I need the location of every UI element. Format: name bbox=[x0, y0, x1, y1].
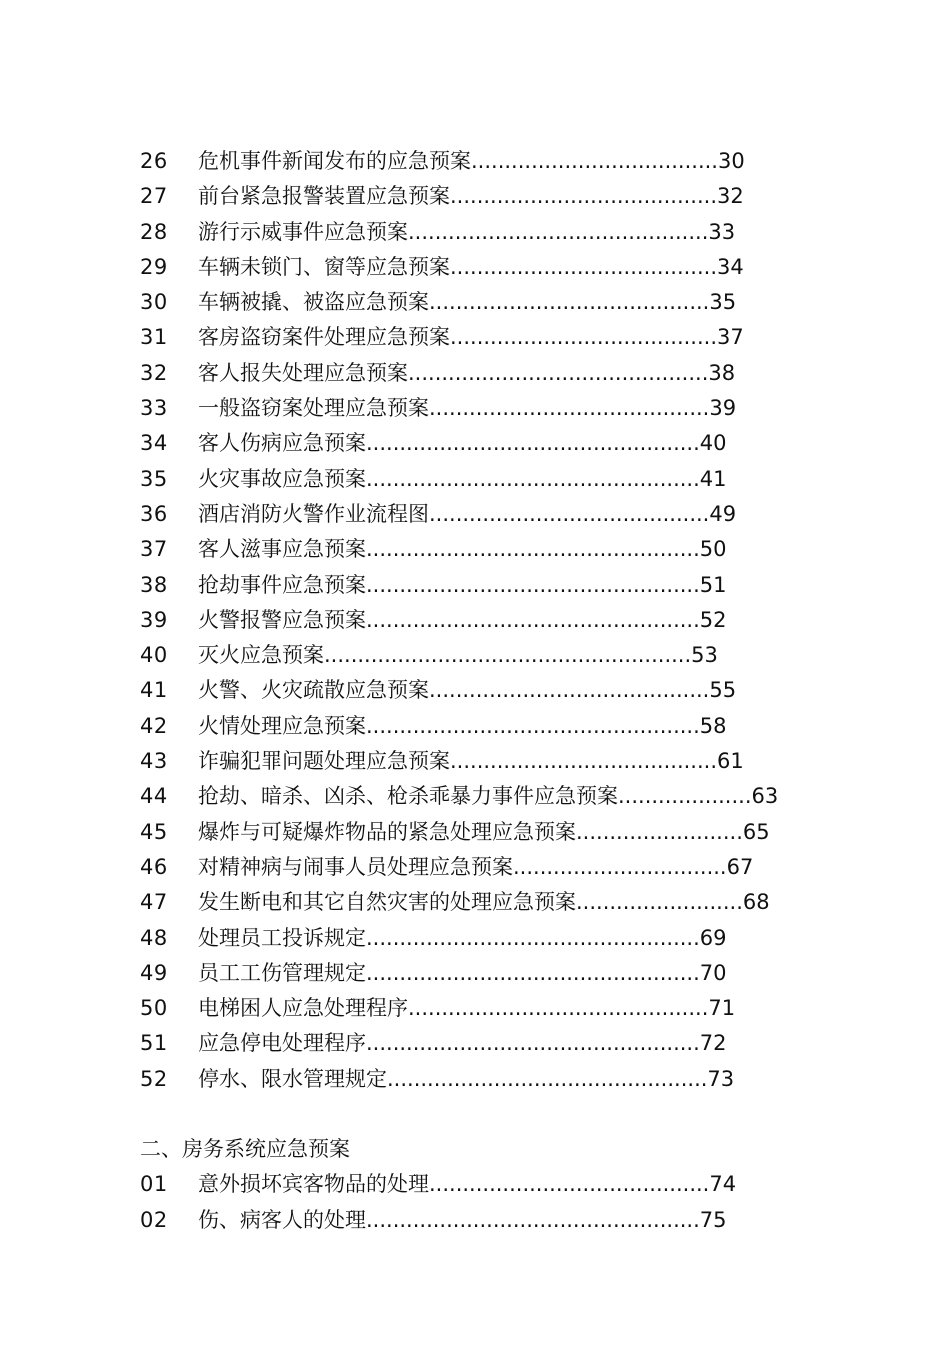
toc-leader-dots: ......................... bbox=[576, 819, 743, 844]
toc-entry-page-number: 51 bbox=[699, 572, 727, 597]
toc-entry[interactable] bbox=[140, 885, 840, 920]
toc-entry-number: 28 bbox=[140, 219, 168, 244]
toc-leader-dots: .......................................... bbox=[429, 501, 710, 526]
toc-entry[interactable] bbox=[140, 426, 840, 461]
toc-leader-dots: .................... bbox=[618, 784, 752, 809]
toc-entry-number: 46 bbox=[140, 854, 168, 879]
toc-entry-title: 游行示威事件应急预案 bbox=[198, 219, 408, 244]
toc-entry-number: 43 bbox=[140, 749, 168, 774]
toc-entry-page-number: 34 bbox=[717, 254, 744, 279]
toc-leader-dots: .......................................... bbox=[429, 396, 710, 421]
toc-entry-number: 01 bbox=[140, 1172, 168, 1197]
toc-entry[interactable] bbox=[140, 709, 840, 744]
toc-entry[interactable] bbox=[140, 1167, 840, 1202]
toc-entry-page-number: 67 bbox=[726, 854, 754, 879]
toc-leader-dots: ....................................................... bbox=[324, 643, 692, 668]
toc-entry-number: 35 bbox=[140, 466, 168, 491]
toc-entry-page-number: 75 bbox=[699, 1207, 727, 1232]
toc-leader-dots: ........................................ bbox=[450, 254, 718, 279]
toc-entry[interactable] bbox=[140, 815, 840, 850]
toc-leader-dots: .......................................... bbox=[429, 1172, 710, 1197]
toc-entry-number: 40 bbox=[140, 643, 168, 668]
toc-leader-dots: ........................................ bbox=[450, 749, 718, 774]
toc-entry-title: 火灾事故应急预案 bbox=[198, 466, 366, 491]
toc-entry-page-number: 74 bbox=[709, 1172, 737, 1197]
toc-entry[interactable] bbox=[140, 179, 840, 214]
toc-entry-page-number: 63 bbox=[751, 784, 779, 809]
toc-entry[interactable] bbox=[140, 1062, 840, 1097]
toc-entry[interactable] bbox=[140, 744, 840, 779]
toc-entry-number: 30 bbox=[140, 290, 168, 315]
toc-leader-dots: .................................................. bbox=[366, 1031, 700, 1056]
toc-entry-number: 38 bbox=[140, 572, 168, 597]
toc-entry-page-number: 71 bbox=[708, 996, 736, 1021]
toc-entry-number: 36 bbox=[140, 501, 168, 526]
toc-entry-number: 29 bbox=[140, 254, 168, 279]
toc-entry-number: 37 bbox=[140, 537, 168, 562]
toc-entry[interactable] bbox=[140, 638, 840, 673]
toc-entry[interactable] bbox=[140, 250, 840, 285]
toc-entry-page-number: 58 bbox=[699, 713, 727, 738]
toc-entry-number: 41 bbox=[140, 678, 168, 703]
toc-entry-page-number: 30 bbox=[718, 149, 745, 173]
toc-entry-title: 客人滋事应急预案 bbox=[198, 537, 366, 562]
toc-entry-title: 客人伤病应急预案 bbox=[198, 431, 366, 456]
toc-leader-dots: .................................................. bbox=[366, 537, 700, 562]
toc-entry[interactable] bbox=[140, 391, 840, 426]
toc-entry-title: 客人报失处理应急预案 bbox=[198, 360, 408, 385]
toc-entry-number: 50 bbox=[140, 996, 168, 1021]
toc-entry-number: 32 bbox=[140, 360, 168, 385]
toc-entry-number: 33 bbox=[140, 396, 168, 421]
toc-entry-page-number: 40 bbox=[699, 431, 727, 456]
toc-leader-dots: ........................................ bbox=[450, 325, 718, 350]
toc-leader-dots: .................................................. bbox=[366, 960, 700, 985]
toc-entry-number: 34 bbox=[140, 431, 168, 456]
toc-entry-title: 一般盗窃案处理应急预案 bbox=[198, 396, 429, 421]
toc-leader-dots: .................................................. bbox=[366, 1207, 700, 1232]
toc-entry-page-number: 73 bbox=[707, 1066, 735, 1091]
toc-entry-title: 抢劫事件应急预案 bbox=[198, 572, 366, 597]
toc-entry-number: 44 bbox=[140, 784, 168, 809]
toc-leader-dots: ............................................. bbox=[408, 360, 709, 385]
toc-entry-number: 31 bbox=[140, 325, 168, 350]
toc-entry-title: 车辆未锁门、窗等应急预案 bbox=[198, 254, 450, 279]
toc-leader-dots: .................................................. bbox=[366, 925, 700, 950]
toc-entry[interactable] bbox=[140, 497, 840, 532]
toc-section-housekeeping bbox=[140, 1167, 840, 1238]
toc-leader-dots: ............................................. bbox=[408, 219, 709, 244]
toc-leader-dots: ..................................... bbox=[471, 149, 718, 173]
toc-entry-page-number: 70 bbox=[699, 960, 727, 985]
toc-entry-title: 抢劫、暗杀、凶杀、枪杀乖暴力事件应急预案 bbox=[198, 784, 618, 809]
section-heading: 二、房务系统应急预案 bbox=[140, 1137, 350, 1162]
toc-entry-page-number: 53 bbox=[691, 643, 718, 668]
toc-entry-title: 火警、火灾疏散应急预案 bbox=[198, 678, 429, 703]
toc-entry[interactable] bbox=[140, 144, 840, 179]
toc-entry-page-number: 39 bbox=[709, 396, 737, 421]
toc-leader-dots: ................................ bbox=[513, 854, 727, 879]
toc-entry-title: 诈骗犯罪问题处理应急预案 bbox=[198, 749, 450, 774]
toc-leader-dots: .................................................. bbox=[366, 466, 700, 491]
toc-entry-page-number: 41 bbox=[699, 466, 727, 491]
toc-leader-dots: .................................................. bbox=[366, 607, 700, 632]
toc-entry-number: 49 bbox=[140, 960, 168, 985]
toc-entry-page-number: 38 bbox=[708, 360, 736, 385]
toc-entry[interactable] bbox=[140, 320, 840, 355]
toc-entry-page-number: 52 bbox=[699, 607, 727, 632]
toc-entry-title: 火警报警应急预案 bbox=[198, 607, 366, 632]
toc-entry-number: 45 bbox=[140, 819, 168, 844]
toc-entry-title: 客房盗窃案件处理应急预案 bbox=[198, 325, 450, 350]
toc-entry-title: 处理员工投诉规定 bbox=[198, 925, 366, 950]
toc-leader-dots: .......................................... bbox=[429, 290, 710, 315]
toc-entry-number: 26 bbox=[140, 149, 168, 173]
toc-entry-page-number: 33 bbox=[708, 219, 736, 244]
toc-entry[interactable] bbox=[140, 356, 840, 391]
toc-entry-number: 02 bbox=[140, 1207, 168, 1232]
toc-entry-page-number: 68 bbox=[742, 890, 770, 915]
toc-leader-dots: .................................................. bbox=[366, 713, 700, 738]
toc-entry[interactable] bbox=[140, 779, 840, 814]
toc-entry-title: 发生断电和其它自然灾害的处理应急预案 bbox=[198, 890, 576, 915]
toc-entry[interactable] bbox=[140, 285, 840, 320]
toc-entry-title: 意外损坏宾客物品的处理 bbox=[198, 1172, 429, 1197]
toc-entry[interactable] bbox=[140, 991, 840, 1026]
toc-entry-title: 酒店消防火警作业流程图 bbox=[198, 501, 429, 526]
toc-entry-title: 电梯困人应急处理程序 bbox=[198, 996, 408, 1021]
toc-leader-dots: ........................................ bbox=[450, 184, 718, 209]
table-of-contents bbox=[140, 144, 840, 1238]
toc-entry[interactable] bbox=[140, 215, 840, 250]
section-gap bbox=[140, 1097, 840, 1132]
toc-entry-page-number: 65 bbox=[742, 819, 770, 844]
toc-entry-page-number: 61 bbox=[717, 749, 744, 774]
toc-entry-title: 伤、病客人的处理 bbox=[198, 1207, 366, 1232]
toc-entry-title: 灭火应急预案 bbox=[198, 643, 324, 668]
toc-entry-page-number: 37 bbox=[717, 325, 744, 350]
toc-entry-title: 员工工伤管理规定 bbox=[198, 960, 366, 985]
toc-entry-number: 42 bbox=[140, 713, 168, 738]
toc-entry-page-number: 72 bbox=[699, 1031, 727, 1056]
toc-entry-number: 48 bbox=[140, 925, 168, 950]
toc-leader-dots: ................................................ bbox=[387, 1066, 708, 1091]
toc-entry-page-number: 49 bbox=[709, 501, 737, 526]
toc-entry-title: 车辆被撬、被盗应急预案 bbox=[198, 290, 429, 315]
toc-entry[interactable] bbox=[140, 1026, 840, 1061]
toc-leader-dots: .................................................. bbox=[366, 431, 700, 456]
toc-entry-number: 27 bbox=[140, 184, 168, 209]
toc-entry-title: 应急停电处理程序 bbox=[198, 1031, 366, 1056]
toc-entry-page-number: 50 bbox=[699, 537, 727, 562]
toc-entry-title: 爆炸与可疑爆炸物品的紧急处理应急预案 bbox=[198, 819, 576, 844]
toc-entry-title: 前台紧急报警装置应急预案 bbox=[198, 184, 450, 209]
toc-entry[interactable] bbox=[140, 462, 840, 497]
toc-entry-title: 停水、限水管理规定 bbox=[198, 1066, 387, 1091]
toc-entry[interactable] bbox=[140, 1203, 840, 1238]
toc-leader-dots: .................................................. bbox=[366, 572, 700, 597]
toc-entry-number: 52 bbox=[140, 1066, 168, 1091]
toc-entry-number: 51 bbox=[140, 1031, 168, 1056]
toc-entry-title: 火情处理应急预案 bbox=[198, 713, 366, 738]
toc-leader-dots: ......................... bbox=[576, 890, 743, 915]
toc-entry-page-number: 32 bbox=[717, 184, 744, 209]
toc-entry-title: 危机事件新闻发布的应急预案 bbox=[198, 149, 471, 173]
toc-entry-page-number: 69 bbox=[699, 925, 727, 950]
toc-entry-page-number: 35 bbox=[709, 290, 737, 315]
toc-entry-title: 对精神病与闹事人员处理应急预案 bbox=[198, 854, 513, 879]
toc-entry-page-number: 55 bbox=[709, 678, 737, 703]
toc-entry[interactable] bbox=[140, 673, 840, 708]
toc-leader-dots: .......................................... bbox=[429, 678, 710, 703]
toc-leader-dots: ............................................. bbox=[408, 996, 709, 1021]
toc-entry-number: 39 bbox=[140, 607, 168, 632]
toc-entry[interactable] bbox=[140, 603, 840, 638]
toc-entry-number: 47 bbox=[140, 890, 168, 915]
toc-entry[interactable] bbox=[140, 532, 840, 567]
toc-entry[interactable] bbox=[140, 850, 840, 885]
toc-entry[interactable] bbox=[140, 956, 840, 991]
toc-section-security bbox=[140, 144, 840, 1097]
toc-entry[interactable] bbox=[140, 921, 840, 956]
toc-entry[interactable] bbox=[140, 568, 840, 603]
